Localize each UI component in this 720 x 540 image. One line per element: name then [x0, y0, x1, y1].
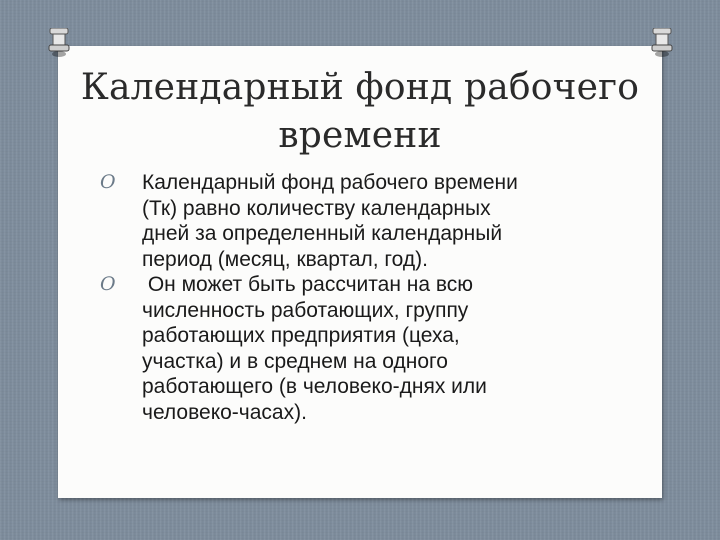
pushpin-icon: [651, 28, 673, 58]
bullet-line: Календарный фонд рабочего времени: [142, 171, 518, 194]
bullet-line: численность работающих, группу: [142, 298, 469, 322]
bullet-item: [100, 272, 570, 425]
slide-title: [58, 64, 662, 160]
bullet-line: работающих предприятия (цеха,: [142, 324, 460, 347]
bullet-line: участка) и в среднем на одного: [142, 349, 448, 373]
slide-title-line: Календарный фонд рабочего: [80, 67, 640, 108]
bullet-item: [100, 170, 570, 272]
bullet-line: период (месяц, квартал, год).: [142, 247, 428, 271]
bullet-line: человеко-часах).: [142, 400, 307, 424]
bullet-line: работающего (в человеко-днях или: [142, 375, 487, 398]
bullet-line: дней за определенный календарный: [142, 222, 503, 245]
bullet-line: Он может быть рассчитан на всю: [142, 273, 474, 296]
bullet-list: [100, 170, 570, 425]
slide-title-line: времени: [278, 115, 442, 156]
pushpin-icon: [48, 28, 70, 58]
bullet-marker-icon: O: [100, 171, 116, 193]
bullet-marker-icon: O: [100, 273, 116, 295]
bullet-line: (Тк) равно количеству календарных: [142, 196, 491, 220]
